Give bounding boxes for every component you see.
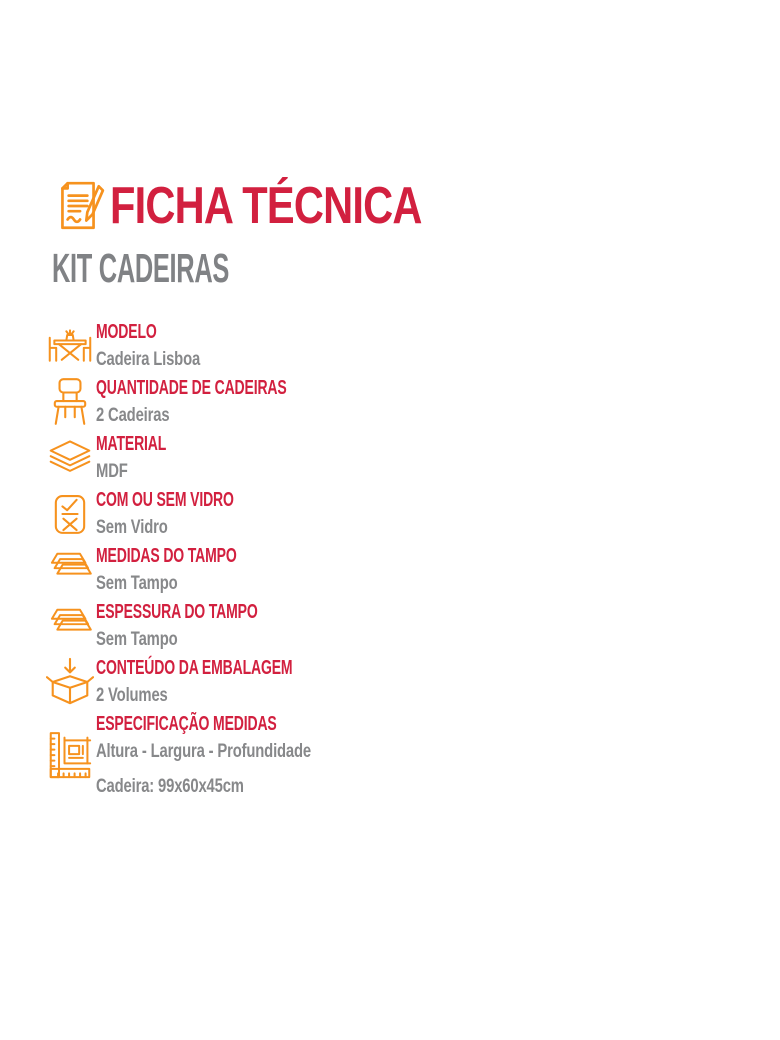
tabletop-sheets-icon <box>44 607 96 645</box>
spec-value: Cadeira Lisboa <box>96 349 201 370</box>
spec-item-material <box>44 430 377 486</box>
spec-label: MEDIDAS DO TAMPO <box>96 545 237 567</box>
spec-value: 2 Volumes <box>96 685 168 706</box>
spec-value: Sem Tampo <box>96 573 178 594</box>
spec-label: COM OU SEM VIDRO <box>96 489 234 511</box>
table-chairs-icon <box>44 326 96 366</box>
spec-label: ESPECIFICAÇÃO MEDIDAS <box>96 713 277 735</box>
spec-item-embalagem <box>44 654 377 710</box>
spec-text <box>96 374 368 430</box>
stacked-layers-icon <box>44 438 96 478</box>
header <box>50 178 500 234</box>
spec-value: 2 Cadeiras <box>96 405 170 426</box>
spec-text <box>96 430 196 486</box>
spec-text <box>96 542 297 598</box>
spec-text <box>96 710 372 801</box>
spec-item-espessura-tampo <box>44 598 377 654</box>
product-name: KIT CADEIRAS <box>52 245 230 291</box>
spec-label: MATERIAL <box>96 433 167 455</box>
spec-text <box>96 486 293 542</box>
spec-value: Sem Vidro <box>96 517 168 538</box>
spec-item-quantidade <box>44 374 377 430</box>
spec-text <box>96 318 229 374</box>
chair-icon <box>44 377 96 427</box>
spec-value: Cadeira: 99x60x45cm <box>96 776 244 797</box>
spec-item-modelo <box>44 318 377 374</box>
spec-text <box>96 654 377 710</box>
ruler-blueprint-icon <box>44 730 96 782</box>
document-pen-icon <box>50 178 106 234</box>
open-box-arrow-icon <box>44 657 96 707</box>
spec-text <box>96 598 327 654</box>
spec-value: MDF <box>96 461 128 482</box>
spec-label: CONTEÚDO DA EMBALAGEM <box>96 657 293 679</box>
check-x-card-icon <box>44 492 96 536</box>
spec-item-especificacao <box>44 710 377 801</box>
spec-list <box>44 318 377 801</box>
spec-label: QUANTIDADE DE CADEIRAS <box>96 377 287 399</box>
spec-label: ESPESSURA DO TAMPO <box>96 601 258 623</box>
tabletop-sheets-icon <box>44 551 96 589</box>
page-title: FICHA TÉCNICA <box>110 177 422 235</box>
spec-item-medidas-tampo <box>44 542 377 598</box>
spec-value: Altura - Largura - Profundidade <box>96 741 312 762</box>
spec-item-vidro <box>44 486 377 542</box>
spec-value: Sem Tampo <box>96 629 178 650</box>
spec-label: MODELO <box>96 321 157 343</box>
